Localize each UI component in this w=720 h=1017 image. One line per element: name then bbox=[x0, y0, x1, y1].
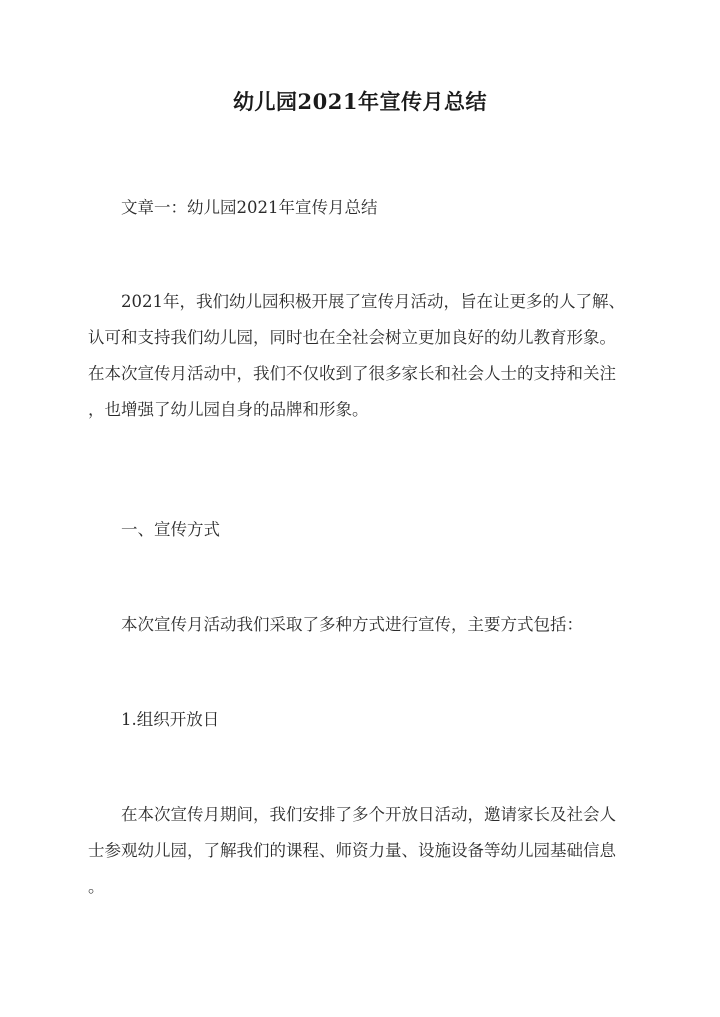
item1-line: 士参观幼儿园，了解我们的课程、师资力量、设施设备等幼儿园基础信息 bbox=[88, 841, 616, 860]
item1-heading-text: 1.组织开放日 bbox=[121, 710, 220, 729]
intro-line: 在本次宣传月活动中，我们不仅收到了很多家长和社会人士的支持和关注 bbox=[88, 364, 616, 383]
item1-line: 在本次宣传月期间，我们安排了多个开放日活动，邀请家长及社会人 bbox=[121, 805, 616, 824]
intro-paragraph bbox=[88, 284, 638, 428]
item1-paragraph bbox=[88, 797, 638, 905]
article-subtitle bbox=[88, 190, 638, 226]
section1-intro-text: 本次宣传月活动我们采取了多种方式进行宣传，主要方式包括： bbox=[121, 615, 583, 634]
item1-heading bbox=[88, 702, 638, 738]
intro-line: 认可和支持我们幼儿园，同时也在全社会树立更加良好的幼儿教育形象。 bbox=[88, 328, 616, 347]
section1-heading bbox=[88, 512, 638, 548]
document-title: 幼儿园2021年宣传月总结 bbox=[233, 89, 487, 114]
section1-heading-text: 一、宣传方式 bbox=[121, 520, 220, 539]
intro-line: ，也增强了幼儿园自身的品牌和形象。 bbox=[88, 400, 369, 419]
article-subtitle-text: 文章一：幼儿园2021年宣传月总结 bbox=[121, 198, 378, 217]
item1-line: 。 bbox=[88, 877, 105, 896]
intro-line: 2021年，我们幼儿园积极开展了宣传月活动，旨在让更多的人了解、 bbox=[121, 292, 625, 311]
section1-intro bbox=[88, 607, 638, 643]
